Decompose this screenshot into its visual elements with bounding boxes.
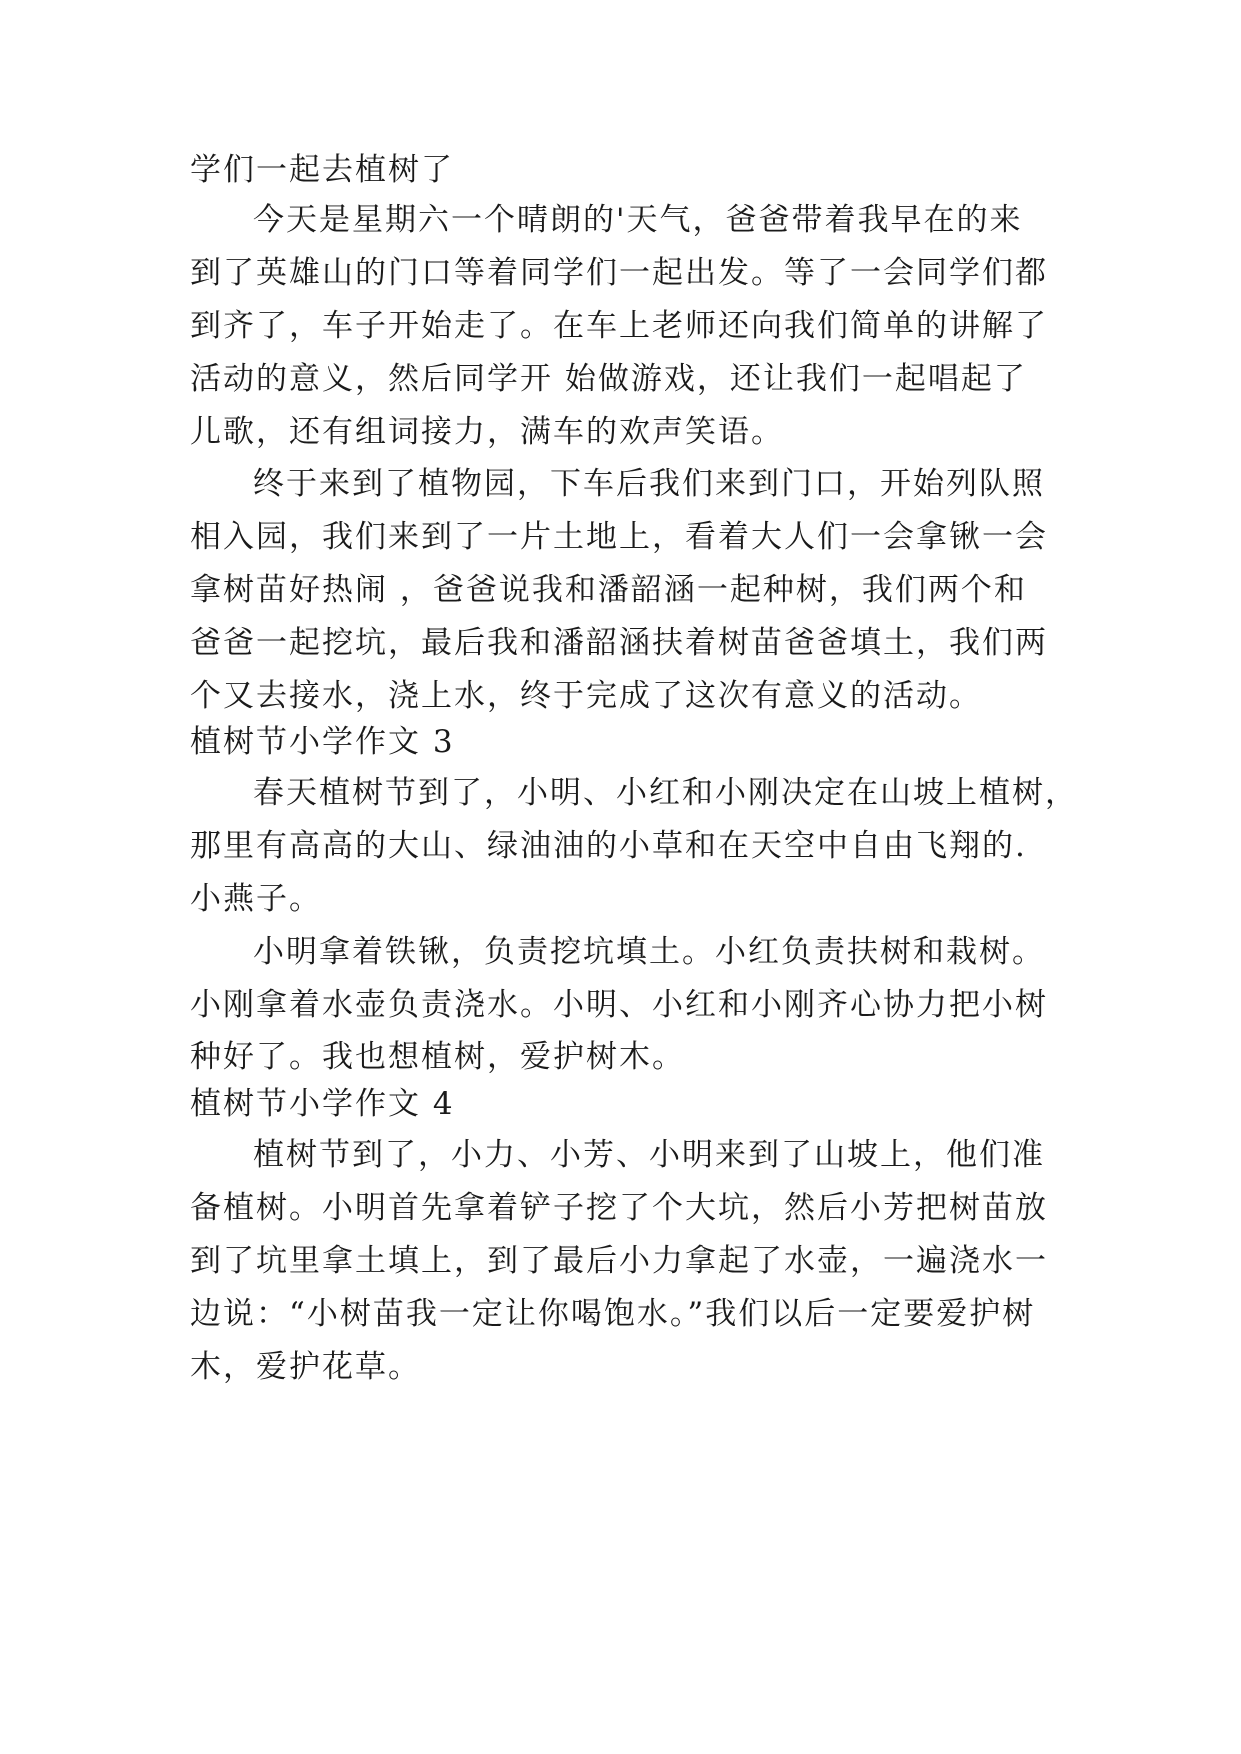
- text-line: 小刚拿着水壶负责浇水。小明、小红和小刚齐心协力把小树: [190, 987, 1048, 1023]
- paragraph-start-line: 植树节到了，小力、小芳、小明来到了山坡上，他们准: [253, 1137, 1045, 1173]
- text-line: 儿歌，还有组词接力，满车的欢声笑语。: [190, 414, 784, 450]
- text-line: 到了英雄山的门口等着同学们一起出发。等了一会同学们都: [190, 255, 1048, 291]
- text-line: 相入园，我们来到了一片土地上，看着大人们一会拿锹一会: [190, 519, 1048, 555]
- paragraph-start-line: 今天是星期六一个晴朗的'天气，爸爸带着我早在的来: [253, 202, 1023, 238]
- section-heading: 植树节小学作文 3: [190, 724, 455, 760]
- text-line: 个又去接水，浇上水，终于完成了这次有意义的活动。: [190, 678, 982, 714]
- text-line: 小燕子。: [190, 881, 322, 917]
- text-line: 爸爸一起挖坑，最后我和潘韶涵扶着树苗爸爸填土，我们两: [190, 625, 1048, 661]
- text-line: 学们一起去植树了: [190, 152, 454, 188]
- text-line: 活动的意义，然后同学开 始做游戏，还让我们一起唱起了: [190, 361, 1027, 397]
- paragraph-start-line: 小明拿着铁锹，负责挖坑填土。小红负责扶树和栽树。: [253, 934, 1045, 970]
- text-line: 备植树。小明首先拿着铲子挖了个大坑，然后小芳把树苗放: [190, 1190, 1048, 1226]
- text-line: 木，爱护花草。: [190, 1349, 421, 1385]
- text-line: 拿树苗好热闹 ，爸爸说我和潘韶涵一起种树，我们两个和: [190, 572, 1027, 608]
- text-line: 到了坑里拿土填上，到了最后小力拿起了水壶，一遍浇水一: [190, 1243, 1048, 1279]
- section-heading: 植树节小学作文 4: [190, 1086, 455, 1122]
- paragraph-start-line: 终于来到了植物园，下车后我们来到门口，开始列队照: [253, 466, 1045, 502]
- text-line: 边说：“小树苗我一定让你喝饱水。”我们以后一定要爱护树: [190, 1296, 1036, 1332]
- text-line: 那里有高高的大山、绿油油的小草和在天空中自由飞翔的.: [190, 828, 1027, 864]
- text-line: 到齐了，车子开始走了。在车上老师还向我们简单的讲解了: [190, 308, 1048, 344]
- paragraph-start-line: 春天植树节到了，小明、小红和小刚决定在山坡上植树，: [253, 775, 1078, 811]
- text-line: 种好了。我也想植树，爱护树木。: [190, 1039, 685, 1075]
